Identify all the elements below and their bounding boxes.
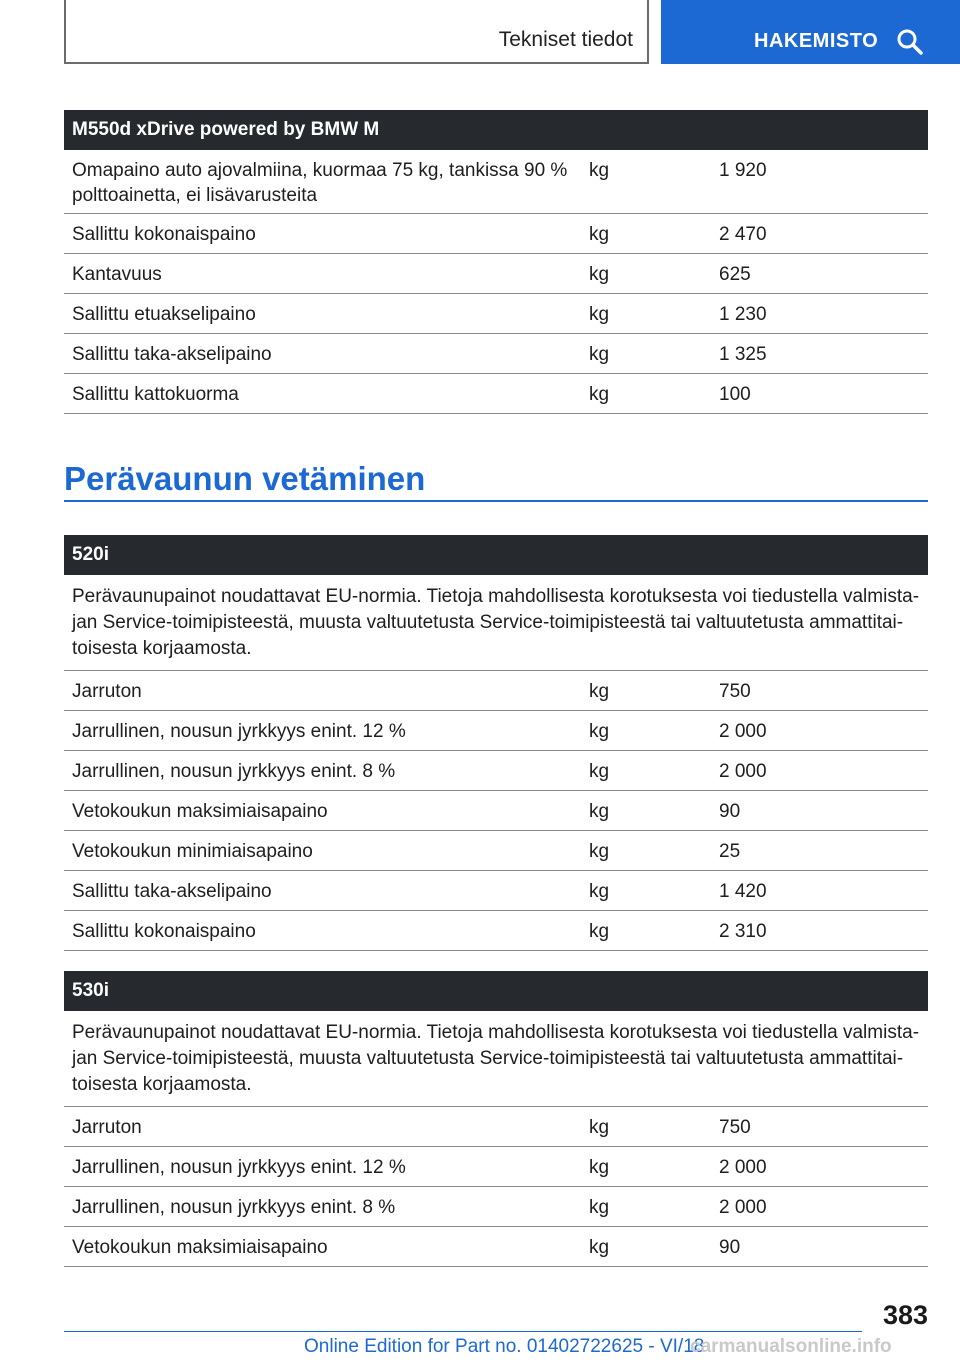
table-row: Vetokoukun minimiaisapaino kg 25 — [64, 831, 928, 871]
table-row: Jarrullinen, nousun jyrkkyys enint. 12 % kg 2 000 — [64, 711, 928, 751]
m550d-table — [64, 110, 928, 414]
footer-edition: Online Edition for Part no. 01402722625 - VI/18 — [304, 1336, 705, 1357]
table-row: Vetokoukun maksimiaisapaino kg 90 — [64, 1227, 928, 1267]
search-icon — [896, 28, 924, 56]
table-row: Omapaino auto ajovalmiina, kuormaa 75 kg, tankissa 90 % polttoainetta, ei lisävarusteita kg 1 920 — [64, 150, 928, 214]
table-header: 520i — [64, 535, 928, 575]
520i-table — [64, 535, 928, 951]
table-row: Jarrullinen, nousun jyrkkyys enint. 12 % kg 2 000 — [64, 1147, 928, 1187]
table-row: Sallittu kokonaispaino kg 2 310 — [64, 911, 928, 951]
530i-table — [64, 971, 928, 1267]
table-note: Perävaunupainot noudattavat EU-normia. Tietoja mahdollisesta korotuksesta voi tiedustella valmistajan Service-toimipisteestä, muusta valtuutetusta Service-toimipisteestä tai valtuutetusta ammattitaitoisesta korjaamosta. — [64, 575, 928, 671]
index-label: HAKEMISTO — [754, 30, 879, 52]
page-number: 383 — [882, 1300, 928, 1330]
table-note: Perävaunupainot noudattavat EU-normia. Tietoja mahdollisesta korotuksesta voi tiedustella valmistajan Service-toimipisteestä, muusta valtuutetusta Service-toimipisteestä tai valtuutetusta ammattitaitoisesta korjaamosta. — [64, 1011, 928, 1107]
table-row: Kantavuus kg 625 — [64, 254, 928, 294]
table-row: Sallittu taka-akselipaino kg 1 325 — [64, 334, 928, 374]
table-row: Sallittu taka-akselipaino kg 1 420 — [64, 871, 928, 911]
section-title: Perävaunun vetäminen — [64, 460, 928, 502]
watermark: carmanualsonline.info — [690, 1336, 892, 1357]
table-row: Vetokoukun maksimiaisapaino kg 90 — [64, 791, 928, 831]
chapter-tab[interactable] — [64, 0, 649, 64]
table-row: Jarrullinen, nousun jyrkkyys enint. 8 % kg 2 000 — [64, 751, 928, 791]
table-row: Jarruton kg 750 — [64, 1107, 928, 1147]
table-row: Jarruton kg 750 — [64, 671, 928, 711]
table-header: 530i — [64, 971, 928, 1011]
index-button[interactable] — [661, 0, 960, 64]
footer-divider — [64, 1331, 862, 1332]
table-row: Sallittu kattokuorma kg 100 — [64, 374, 928, 414]
table-row: Jarrullinen, nousun jyrkkyys enint. 8 % kg 2 000 — [64, 1187, 928, 1227]
table-row: Sallittu etuakselipaino kg 1 230 — [64, 294, 928, 334]
table-header: M550d xDrive powered by BMW M — [64, 110, 928, 150]
table-row: Sallittu kokonaispaino kg 2 470 — [64, 214, 928, 254]
chapter-label: Tekniset tiedot — [498, 28, 633, 51]
